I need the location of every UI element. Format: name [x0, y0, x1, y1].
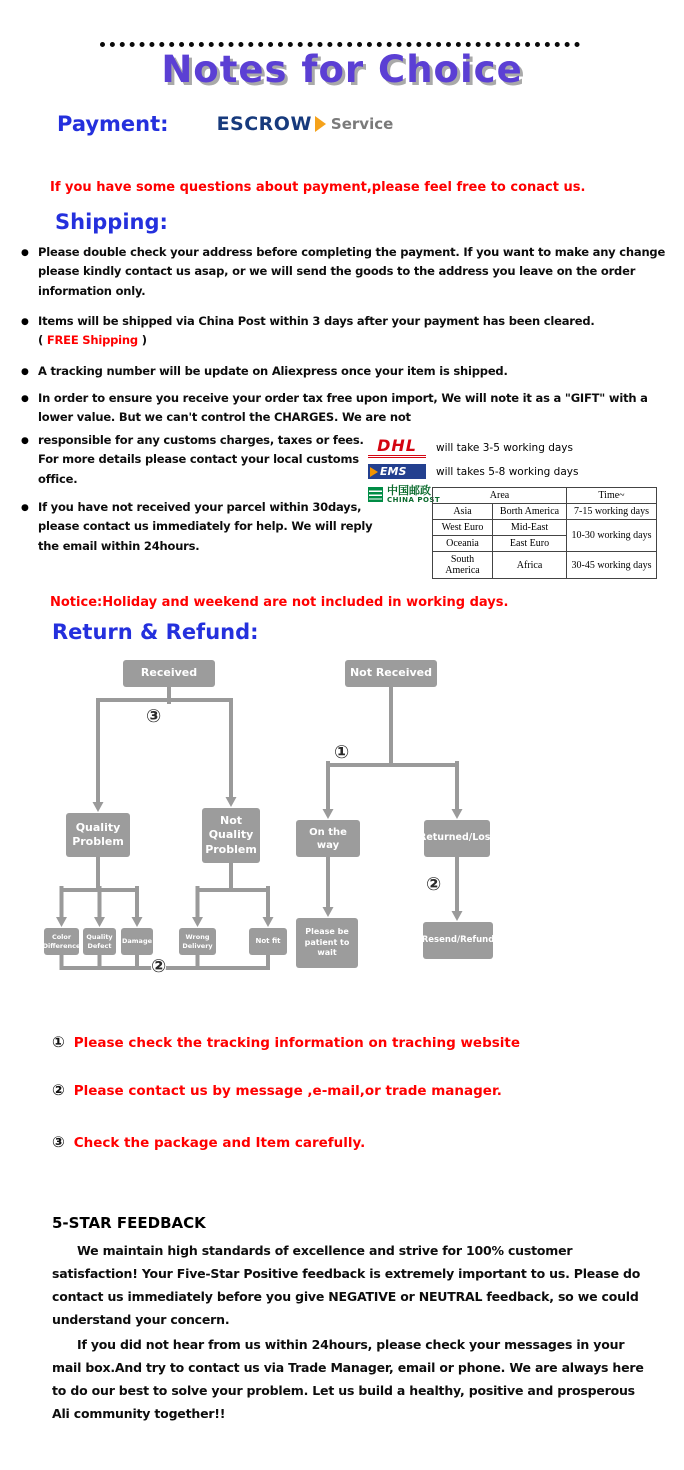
page-title: Notes for Choice — [161, 48, 523, 91]
flow-box-damage: Damage — [121, 928, 153, 955]
ems-logo-text: EMS — [380, 465, 407, 478]
feedback-paragraph-1: We maintain high standards of excellence and strive for 100% customer satisfaction! Your Five-Star Positive feedback is extremely important to us. Please do contact us immediately before you give NEGATIVE or NEUTRAL feedback, so we could understand your concern. — [52, 1243, 641, 1328]
table-row — [433, 552, 657, 579]
note-number-2: ② — [52, 1081, 65, 1099]
ems-wing-icon — [370, 467, 378, 477]
flow-box-be-patient: Please be patient to wait — [296, 918, 358, 968]
ems-logo — [368, 464, 426, 479]
table-cell: Africa — [493, 552, 567, 579]
dotted-divider — [100, 42, 580, 47]
note-text-3: Check the package and Item carefully. — [73, 1135, 366, 1151]
table-cell: Oceania — [433, 536, 493, 552]
shipping-bullet-shiptime — [38, 312, 666, 351]
note-number-1: ① — [52, 1033, 65, 1051]
shipping-bullet-gift-part2: ● responsible for any customs charges, taxes or fees. For more details please contact your local customs office. — [38, 431, 378, 489]
ems-time: will takes 5-8 working days — [436, 465, 579, 478]
note-number-3: ③ — [52, 1133, 65, 1151]
flow-step-3: ③ — [146, 706, 162, 727]
flow-box-not-quality-problem: Not Quality Problem — [202, 808, 260, 863]
flow-box-not-received: Not Received — [345, 660, 437, 687]
escrow-logo — [217, 113, 394, 135]
flow-step-2-bottom: ② — [151, 956, 167, 977]
paren-close: ) — [141, 333, 147, 348]
table-header-row — [433, 488, 657, 504]
flow-box-quality-defect: Quality Defect — [83, 928, 116, 955]
holiday-notice: Notice:Holiday and weekend are not included in working days. — [50, 595, 509, 610]
feedback-heading: 5-STAR FEEDBACK — [52, 1214, 206, 1232]
table-cell: 7-15 working days — [567, 504, 657, 520]
dhl-time: will take 3-5 working days — [436, 442, 573, 454]
payment-note: If you have some questions about payment,please feel free to conact us. — [50, 180, 586, 195]
table-header-time: Time~ — [567, 488, 657, 504]
flow-box-wrong-delivery: Wrong Delivery — [179, 928, 216, 955]
china-post-name-cn: 中国邮政 — [387, 484, 431, 497]
dhl-row — [368, 438, 668, 458]
china-post-name-en: CHINA POST — [387, 495, 441, 504]
table-cell: 30-45 working days — [567, 552, 657, 579]
escrow-arrow-icon — [315, 116, 326, 132]
escrow-logo-text: ESCROW — [216, 113, 312, 135]
delivery-time-table — [432, 487, 657, 579]
table-row — [433, 520, 657, 536]
china-post-emblem-icon — [368, 487, 383, 502]
table-header-area: Area — [433, 488, 567, 504]
flow-box-quality-problem: Quality Problem — [66, 813, 130, 857]
note-row-3 — [52, 1133, 365, 1151]
ems-row — [368, 464, 668, 479]
table-row — [433, 504, 657, 520]
table-cell: Asia — [433, 504, 493, 520]
shipping-bullet-gift-part1: ● In order to ensure you receive your order tax free upon import, We will note it as a "GIFT" with a lower value. But we can't control the CHARGES. We are not — [38, 389, 663, 428]
return-refund-flowchart — [0, 650, 684, 990]
note-text-2: Please contact us by message ,e-mail,or trade manager. — [73, 1083, 502, 1099]
shipping-heading: Shipping: — [55, 210, 168, 234]
table-cell: West Euro — [433, 520, 493, 536]
table-cell: East Euro — [493, 536, 567, 552]
note-row-2 — [52, 1081, 502, 1099]
flow-box-not-fit: Not fit — [249, 928, 287, 955]
escrow-service-label: Service — [330, 115, 394, 133]
shipping-bullet-address: ● Please double check your address before completing the payment. If you want to make any change please kindly contact us asap, or we will send the goods to the address you leave on the order information only. — [38, 243, 666, 301]
note-text-1: Please check the tracking information on traching website — [73, 1035, 521, 1051]
shipping-bullet-tracking: ● A tracking number will be update on Aliexpress once your item is shipped. — [38, 362, 666, 381]
payment-section — [57, 112, 393, 136]
flow-step-1: ① — [334, 742, 350, 763]
shipping-bullet-notreceived: ● If you have not received your parcel within 30days, please contact us immediately for help. We will reply the email within 24hours. — [38, 498, 378, 556]
shipping-bullet-shiptime-text: Items will be shipped via China Post within 3 days after your payment has been cleared. — [38, 314, 595, 328]
note-row-1 — [52, 1033, 520, 1051]
table-cell: Mid-East — [493, 520, 567, 536]
flow-step-2-right: ② — [426, 874, 442, 895]
table-cell: 10-30 working days — [567, 520, 657, 552]
feedback-paragraph-2: If you did not hear from us within 24hours, please check your messages in your mail box.And try to contact us via Trade Manager, email or phone. We are always here to do our best to solve your problem. Let us build a healthy, positive and prosperous Ali community together!! — [52, 1337, 644, 1422]
flow-box-returned-lost: Returned/Lost — [424, 820, 490, 857]
table-cell: South America — [433, 552, 493, 579]
return-refund-heading: Return & Refund: — [52, 620, 259, 644]
flow-box-resend-refund: Resend/Refund — [423, 922, 493, 959]
payment-label: Payment: — [57, 112, 169, 136]
paren-open: ( — [38, 333, 44, 348]
flow-box-color-difference: Color Difference — [44, 928, 79, 955]
flow-box-received: Received — [123, 660, 215, 687]
table-cell: Borth America — [493, 504, 567, 520]
dhl-logo: DHL — [368, 438, 426, 458]
free-shipping-label: FREE Shipping — [46, 333, 138, 348]
flow-box-on-the-way: On the way — [296, 820, 360, 857]
